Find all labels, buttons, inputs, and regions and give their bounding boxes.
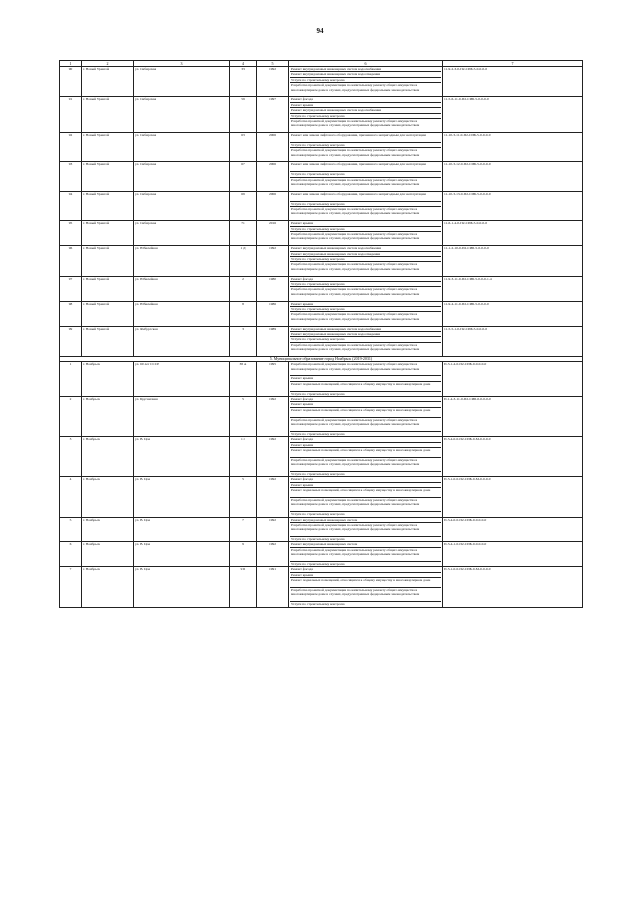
street-cell: ул. Брусничная <box>134 397 230 437</box>
street-cell: ул. Сибирская <box>134 133 230 162</box>
year-cell: 1992 <box>257 517 289 542</box>
city-cell: г. Ноябрьск <box>82 542 134 567</box>
year-cell: 1997 <box>257 97 289 133</box>
works-cell <box>289 133 443 162</box>
year-cell: 1991 <box>257 567 289 607</box>
work-item: Ремонт фасада <box>290 567 441 572</box>
work-item: Ремонт внутридомовых инженерных систем водоснабжения <box>290 108 441 113</box>
city-cell: г. Ноябрьск <box>82 397 134 437</box>
code-cell: П-3-4-0-0-П2-СИБ-0-М-0-0-0-0 <box>443 437 583 477</box>
code-cell: П-3-4-1-0-П2-СИБ-0-0-0-0-0 <box>443 542 583 567</box>
work-item: Ремонт внутридомовых инженерных систем водоснабжения <box>290 246 441 251</box>
house-cell: 69 <box>230 191 257 220</box>
column-number: 3 <box>134 61 230 67</box>
code-cell: П-3-1-0-0-П2-СИБ-0-М-0-0-0-0 <box>443 567 583 607</box>
street-cell: ул. 60 лет СССР <box>134 362 230 397</box>
works-cell <box>289 191 443 220</box>
street-cell: ул. Сибирская <box>134 97 230 133</box>
code-cell: 11-9-2-3-0-П2-СИБ-5-0-0-0-0 <box>443 67 583 97</box>
work-item: Ремонт подвальных помещений, относящихся к общему имуществу в многоквартирном доме <box>290 488 441 498</box>
row-number: 99 <box>60 326 82 356</box>
city-cell: г. Новый Уренгой <box>82 246 134 276</box>
code-cell: 11-5-6-11-0-П2-СИБ-5-0-0-0-0 <box>443 97 583 133</box>
row-number: 2 <box>60 397 82 437</box>
column-number: 4 <box>230 61 257 67</box>
work-item: Разработка проектной документации по капитальному ремонту общего имущества в многоквартирном доме в случаях, предусмотренных федеральным законодательством <box>291 118 420 128</box>
table-row <box>60 517 583 542</box>
work-item: Услуги по строительному контролю <box>290 227 441 232</box>
street-cell: ул. В. Цоя <box>134 437 230 477</box>
street-cell: ул. Юбилейная <box>134 276 230 301</box>
code-cell: 11-5-5-1-0-П2-СИБ-5-0-0-0-0 <box>443 326 583 356</box>
column-number: 1 <box>60 61 82 67</box>
year-cell: 1992 <box>257 67 289 97</box>
work-item: Ремонт крыши <box>290 302 441 307</box>
year-cell: 1980 <box>257 276 289 301</box>
row-number: 91 <box>60 97 82 133</box>
work-item: Ремонт крыши <box>290 402 441 407</box>
works-cell <box>289 362 443 397</box>
street-cell: ул. В. Цоя <box>134 517 230 542</box>
row-number: 98 <box>60 301 82 326</box>
page-number: 94 <box>316 27 324 35</box>
street-cell: ул. В. Цоя <box>134 567 230 607</box>
row-number: 4 <box>60 477 82 517</box>
house-cell: 71 <box>230 221 257 246</box>
table-row <box>60 162 583 191</box>
year-cell: 1992 <box>257 246 289 276</box>
work-item: Разработка проектной документации по капитальному ремонту общего имущества в многоквартирном доме в случаях, предусмотренных федеральным законодательством <box>291 262 420 271</box>
work-item: Ремонт фасада <box>290 277 441 282</box>
work-item: Ремонт фасада <box>290 97 441 102</box>
work-item: Ремонт внутридомовых инженерных систем водоотведения <box>290 72 441 77</box>
work-item: Услуги по строительному контролю <box>291 512 345 517</box>
row-number: 7 <box>60 567 82 607</box>
code-cell: 11-9-3-11-0-П2-СИБ-5-0-0-0-1-4 <box>443 276 583 301</box>
street-cell: ул. Юбилейная <box>134 301 230 326</box>
work-item: Разработка проектной документации по капитальному ремонту общего имущества в многоквартирном доме в случаях, предусмотренных федеральным законодательством <box>290 362 441 376</box>
table-row <box>60 397 583 437</box>
city-cell: г. Ноябрьск <box>82 362 134 397</box>
work-item: Разработка проектной документации по капитальному ремонту общего имущества в многоквартирном доме в случаях, предусмотренных федеральным законодательством <box>291 207 420 216</box>
code-cell: 11-9-4-11-0-П2-СИБ-5-0-0-0-0 <box>443 301 583 326</box>
works-cell <box>289 517 443 542</box>
work-item: Ремонт или замена лифтового оборудования, признанного непригодным для эксплуатации <box>290 192 441 202</box>
work-item: Разработка проектной документации по капитальному ремонту общего имущества в многоквартирном доме в случаях, предусмотренных федеральным законодательством <box>290 498 441 512</box>
city-cell: г. Ноябрьск <box>82 567 134 607</box>
street-cell: ул. Сибирская <box>134 191 230 220</box>
house-cell: 1 г <box>230 437 257 477</box>
work-item: Ремонт или замена лифтового оборудования, признанного непригодным для эксплуатации <box>290 162 441 172</box>
row-number: 94 <box>60 191 82 220</box>
house-cell: 3 <box>230 326 257 356</box>
city-cell: г. Новый Уренгой <box>82 133 134 162</box>
year-cell: 1992 <box>257 542 289 567</box>
work-item: Услуги по строительному контролю <box>290 337 441 342</box>
work-item: Разработка проектной документации по капитальному ремонту общего имущества в многоквартирном доме в случаях, предусмотренных федеральным законодательством <box>290 588 441 602</box>
city-cell: г. Новый Уренгой <box>82 191 134 220</box>
house-cell: 5 <box>230 397 257 437</box>
code-cell: П-1-4-3-11-0-П2-СИБ-0-0-0-0-0 <box>443 397 583 437</box>
street-cell: ул. Ямбургская <box>134 326 230 356</box>
work-item: Услуги по строительному контролю <box>291 471 345 476</box>
work-item: Услуги по строительному контролю <box>290 282 441 287</box>
row-number: 96 <box>60 246 82 276</box>
work-item: Разработка проектной документации по капитальному ремонту общего имущества в многоквартирном доме в случаях, предусмотренных федеральным законодательством <box>290 523 441 537</box>
house-cell: 1 Д <box>230 246 257 276</box>
year-cell: 1995 <box>257 362 289 397</box>
work-item: Разработка проектной документации по капитальному ремонту общего имущества в многоквартирном доме в случаях, предусмотренных федеральным законодательством <box>290 548 441 562</box>
work-item: Ремонт подвальных помещений, относящихся к общему имуществу в многоквартирном доме <box>290 578 441 588</box>
work-item: Услуги по строительному контролю <box>290 307 441 312</box>
column-number: 2 <box>82 61 134 67</box>
work-item: Ремонт внутридомовых инженерных систем <box>290 542 441 547</box>
row-number: 1 <box>60 362 82 397</box>
house-cell: 2 <box>230 276 257 301</box>
table-row <box>60 191 583 220</box>
works-cell <box>289 301 443 326</box>
street-cell: ул. В. Цоя <box>134 542 230 567</box>
street-cell: ул. Юбилейная <box>134 246 230 276</box>
city-cell: г. Новый Уренгой <box>82 326 134 356</box>
work-item: Услуги по строительному контролю <box>290 114 441 119</box>
column-number: 7 <box>443 61 583 67</box>
street-cell: ул. Сибирская <box>134 162 230 191</box>
city-cell: г. Новый Уренгой <box>82 97 134 133</box>
work-item: Услуги по строительному контролю <box>290 257 441 262</box>
works-cell <box>289 567 443 607</box>
street-cell: ул. В. Цоя <box>134 477 230 517</box>
code-cell: 11-10-3-12-0-П2-СИБ-5-0-0-0-0 <box>443 162 583 191</box>
work-item: Ремонт подвальных помещений, относящихся к общему имуществу в многоквартирном доме <box>290 382 441 392</box>
work-item: Ремонт крыши <box>290 376 441 381</box>
work-item: Ремонт фасада <box>290 477 441 482</box>
work-item: Разработка проектной документации по капитальному ремонту общего имущества в многоквартирном доме в случаях, предусмотренных федеральным законодательством <box>290 458 441 472</box>
code-cell: П-3-4-0-0-П2-СИБ-0-0-0-0-0 <box>443 517 583 542</box>
city-cell: г. Новый Уренгой <box>82 162 134 191</box>
work-item: Разработка проектной документации по капитальному ремонту общего имущества в многоквартирном доме в случаях, предусмотренных федеральным законодательством <box>291 312 420 321</box>
house-cell: 63 <box>230 133 257 162</box>
work-item: Услуги по строительному контролю <box>291 602 345 607</box>
house-cell: 33 <box>230 67 257 97</box>
table-row <box>60 477 583 517</box>
year-cell: 1992 <box>257 477 289 517</box>
row-number: 6 <box>60 542 82 567</box>
table-row <box>60 567 583 607</box>
works-cell <box>289 542 443 567</box>
row-number: 92 <box>60 133 82 162</box>
work-item: Ремонт внутридомовых инженерных систем <box>290 518 441 523</box>
works-cell <box>289 477 443 517</box>
row-number: 95 <box>60 221 82 246</box>
work-item: Ремонт фасада <box>290 397 441 402</box>
works-cell <box>289 162 443 191</box>
work-item: Ремонт внутридомовых инженерных систем водоснабжения <box>290 327 441 332</box>
work-item: Услуги по строительному контролю <box>290 172 441 177</box>
work-item: Ремонт внутридомовых инженерных систем водоотведения <box>290 332 441 337</box>
table-row <box>60 437 583 477</box>
house-cell: 9 Б <box>230 567 257 607</box>
house-cell: 5 <box>230 477 257 517</box>
year-cell: 1992 <box>257 437 289 477</box>
works-cell <box>289 246 443 276</box>
table-row <box>60 97 583 133</box>
work-item: Услуги по строительному контролю <box>291 431 345 436</box>
city-cell: г. Новый Уренгой <box>82 301 134 326</box>
year-cell: 2006 <box>257 162 289 191</box>
work-item: Ремонт фасада <box>290 437 441 442</box>
works-cell <box>289 221 443 246</box>
column-number: 6 <box>289 61 443 67</box>
table-row <box>60 276 583 301</box>
house-cell: 9 <box>230 542 257 567</box>
city-cell: г. Новый Уренгой <box>82 67 134 97</box>
city-cell: г. Ноябрьск <box>82 517 134 542</box>
table-row <box>60 67 583 97</box>
street-cell: ул. Сибирская <box>134 221 230 246</box>
city-cell: г. Ноябрьск <box>82 477 134 517</box>
works-cell <box>289 276 443 301</box>
work-item: Услуги по строительному контролю <box>291 537 345 542</box>
house-cell: 38 А <box>230 362 257 397</box>
work-item: Разработка проектной документации по капитальному ремонту общего имущества в многоквартирном доме в случаях, предусмотренных федеральным законодательством <box>291 177 420 187</box>
table-row <box>60 246 583 276</box>
table-row <box>60 301 583 326</box>
work-item: Разработка проектной документации по капитальному ремонту общего имущества в многоквартирном доме в случаях, предусмотренных федеральным законодательством <box>291 83 420 92</box>
city-cell: г. Новый Уренгой <box>82 221 134 246</box>
work-item: Ремонт крыши <box>290 573 441 578</box>
works-cell <box>289 67 443 97</box>
register-table <box>59 60 583 608</box>
section-title: 5. Муниципальное образование город Ноябрьск (2019-2031) <box>60 356 583 361</box>
work-item: Ремонт внутридомовых инженерных систем водоснабжения <box>290 67 441 72</box>
code-cell: 11-10-3-13-0-П2-СИБ-5-0-0-0-0 <box>443 191 583 220</box>
work-item: Ремонт крыши <box>290 221 441 226</box>
row-number: 93 <box>60 162 82 191</box>
row-number: 3 <box>60 437 82 477</box>
year-cell: 2016 <box>257 221 289 246</box>
work-item: Услуги по строительному контролю <box>290 143 441 148</box>
work-item: Услуги по строительному контролю <box>291 562 345 567</box>
house-cell: 8 <box>230 301 257 326</box>
work-item: Ремонт крыши <box>290 103 441 108</box>
code-cell: 11-6-1-4-0-П2-СИБ-5-0-0-0-0 <box>443 221 583 246</box>
works-cell <box>289 97 443 133</box>
row-number: 90 <box>60 67 82 97</box>
table-row <box>60 221 583 246</box>
works-cell <box>289 437 443 477</box>
house-cell: 7 <box>230 517 257 542</box>
table-row <box>60 326 583 356</box>
work-item: Разработка проектной документации по капитальному ремонту общего имущества в многоквартирном доме в случаях, предусмотренных федеральным законодательством <box>291 232 420 241</box>
year-cell: 2006 <box>257 191 289 220</box>
code-cell: П-3-1-0-0-П2-СИБ-0-М-0-0-0-0 <box>443 477 583 517</box>
work-item: Услуги по строительному контролю <box>290 202 441 207</box>
work-item: Услуги по строительному контролю <box>291 391 345 396</box>
works-cell <box>289 397 443 437</box>
work-item: Ремонт или замена лифтового оборудования, признанного непригодным для эксплуатации <box>290 133 441 143</box>
work-item: Услуги по строительному контролю <box>290 78 441 83</box>
street-cell: ул. Сибирская <box>134 67 230 97</box>
row-number: 5 <box>60 517 82 542</box>
year-cell: 2006 <box>257 133 289 162</box>
work-item: Разработка проектной документации по капитальному ремонту общего имущества в многоквартирном доме в случаях, предусмотренных федеральным законодательством <box>291 148 420 157</box>
column-number: 5 <box>257 61 289 67</box>
work-item: Разработка проектной документации по капитальному ремонту общего имущества в многоквартирном доме в случаях, предусмотренных федеральным законодательством <box>290 418 441 432</box>
works-cell <box>289 326 443 356</box>
city-cell: г. Новый Уренгой <box>82 276 134 301</box>
row-number: 97 <box>60 276 82 301</box>
house-cell: 67 <box>230 162 257 191</box>
work-item: Ремонт внутридомовых инженерных систем водоотведения <box>290 252 441 257</box>
house-cell: 59 <box>230 97 257 133</box>
city-cell: г. Ноябрьск <box>82 437 134 477</box>
table-row <box>60 362 583 397</box>
table-row <box>60 542 583 567</box>
work-item: Ремонт крыши <box>290 443 441 448</box>
work-item: Ремонт крыши <box>290 483 441 488</box>
year-cell: 1986 <box>257 301 289 326</box>
code-cell: П-3-1-4-0-П2-СИБ-0-0-0-0-0 <box>443 362 583 397</box>
work-item: Разработка проектной документации по капитальному ремонту общего имущества в многоквартирном доме в случаях, предусмотренных федеральным законодательством <box>291 342 420 352</box>
code-cell: 11-10-3-11-0-П2-СИБ-5-0-0-0-0 <box>443 133 583 162</box>
work-item: Разработка проектной документации по капитальному ремонту общего имущества в многоквартирном доме в случаях, предусмотренных федеральным законодательством <box>291 287 420 296</box>
work-item: Ремонт подвальных помещений, относящихся к общему имуществу в многоквартирном доме <box>290 448 441 458</box>
table-row <box>60 133 583 162</box>
year-cell: 1989 <box>257 326 289 356</box>
code-cell: 11-1-2-10-0-П2-СИБ-5-0-0-0-0 <box>443 246 583 276</box>
year-cell: 1992 <box>257 397 289 437</box>
work-item: Ремонт подвальных помещений, относящихся к общему имуществу в многоквартирном доме <box>290 408 441 418</box>
